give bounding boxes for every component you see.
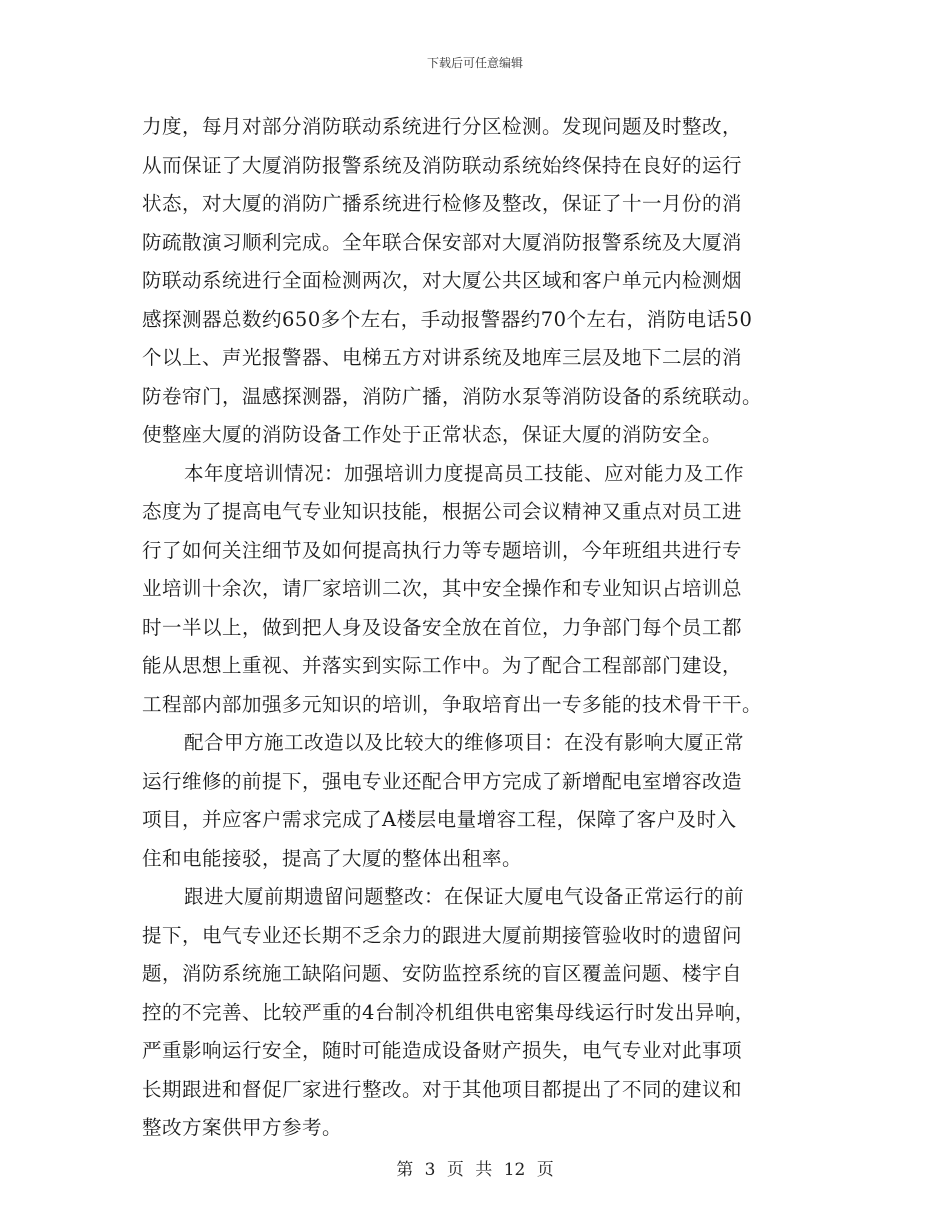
header-note: 下载后可任意编辑 [426, 56, 523, 70]
text-line: 工程部内部加强多元知识的培训，争取培育出一专多能的技术骨干干。 [142, 692, 763, 716]
text-line: 题，消防系统施工缺陷问题、安防监控系统的盲区覆盖问题、楼宇自 [142, 962, 743, 985]
text-line: 住和电能接驳，提高了大厦的整体出租率。 [142, 846, 523, 870]
text-line: 感探测器总数约650多个左右，手动报警器约70个左右，消防电话50 [142, 307, 753, 331]
text-line: 长期跟进和督促厂家进行整改。对于其他项目都提出了不同的建议和 [142, 1077, 743, 1101]
text-line: 严重影响运行安全，随时可能造成设备财产损失，电气专业对此事项 [142, 1039, 743, 1062]
text-line: 状态，对大厦的消防广播系统进行检修及整改，保证了十一月份的消 [142, 192, 743, 215]
text-line: 防联动系统进行全面检测两次，对大厦公共区域和客户单元内检测烟 [142, 269, 743, 292]
text-line: 态度为了提高电气专业知识技能，根据公司会议精神又重点对员工进 [142, 500, 743, 523]
paragraph-start-line: 本年度培训情况：加强培训力度提高员工技能、应对能力及工作 [184, 461, 745, 485]
page-number-footer: 第 3 页 共 12 页 [396, 1160, 554, 1180]
text-line: 防疏散演习顺利完成。全年联合保安部对大厦消防报警系统及大厦消 [142, 230, 743, 254]
text-line: 整改方案供甲方参考。 [142, 1116, 343, 1139]
body-text [142, 108, 812, 1148]
text-line: 业培训十余次，请厂家培训二次，其中安全操作和专业知识占培训总 [142, 577, 743, 600]
text-line: 时一半以上，做到把人身及设备安全放在首位，力争部门每个员工都 [142, 615, 743, 639]
text-line: 项目，并应客户需求完成了A楼层电量增容工程，保障了客户及时入 [142, 808, 737, 831]
paragraph-start-line: 跟进大厦前期遗留问题整改：在保证大厦电气设备正常运行的前 [184, 885, 745, 908]
paragraph-start-line: 配合甲方施工改造以及比较大的维修项目：在没有影响大厦正常 [184, 731, 745, 754]
text-line: 力度，每月对部分消防联动系统进行分区检测。发现问题及时整改， [142, 115, 743, 138]
text-line: 行了如何关注细节及如何提高执行力等专题培训，今年班组共进行专 [142, 538, 743, 562]
text-line: 从而保证了大厦消防报警系统及消防联动系统始终保持在良好的运行 [142, 153, 743, 177]
text-line: 能从思想上重视、并落实到实际工作中。为了配合工程部部门建设， [142, 654, 743, 677]
text-line: 个以上、声光报警器、电梯五方对讲系统及地库三层及地下二层的消 [142, 346, 743, 369]
text-line: 使整座大厦的消防设备工作处于正常状态，保证大厦的消防安全。 [142, 423, 723, 446]
text-line: 控的不完善、比较严重的4台制冷机组供电密集母线运行时发出异响， [142, 1000, 755, 1024]
text-line: 运行维修的前提下，强电专业还配合甲方完成了新增配电室增容改造 [142, 769, 743, 793]
text-line: 提下，电气专业还长期不乏余力的跟进大厦前期接管验收时的遗留问 [142, 923, 743, 947]
text-line: 防卷帘门，温感探测器，消防广播，消防水泵等消防设备的系统联动。 [142, 384, 763, 408]
